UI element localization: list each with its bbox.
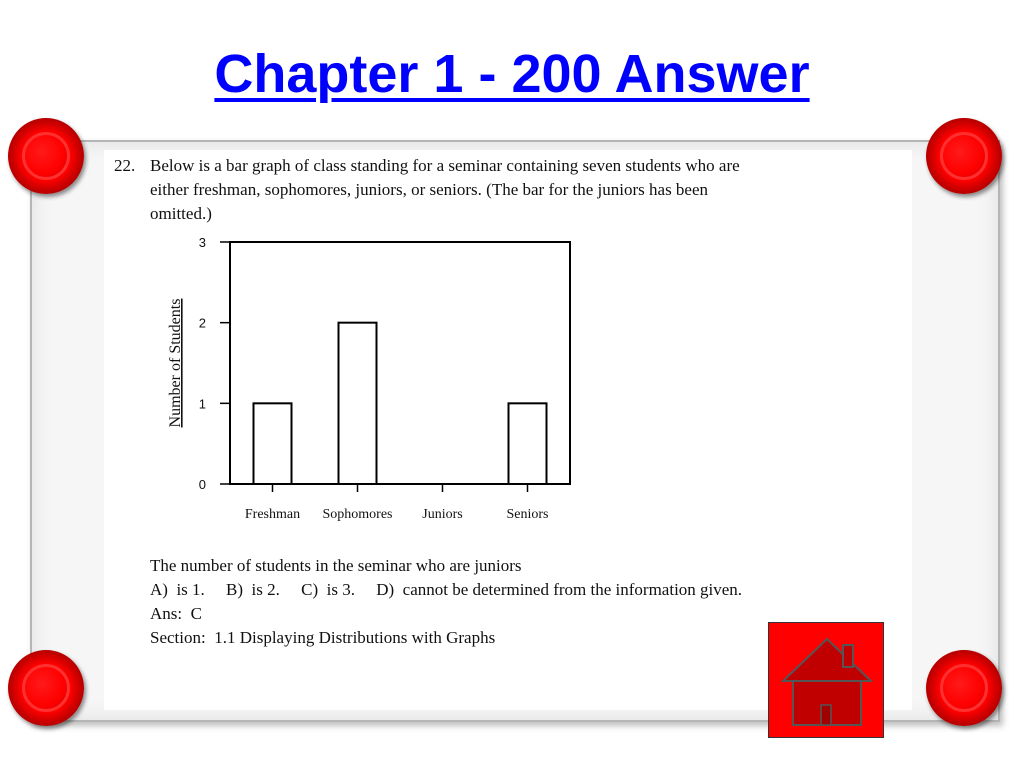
question-text xyxy=(150,154,910,226)
x-tick-label: Seniors xyxy=(506,507,549,522)
bar-seniors xyxy=(509,403,547,484)
bar-chart xyxy=(150,232,590,532)
question-line: Below is a bar graph of class standing for a seminar containing seven students who are xyxy=(150,156,740,175)
y-tick-label: 1 xyxy=(198,396,206,412)
y-tick-label: 2 xyxy=(198,315,206,331)
y-tick-label: 0 xyxy=(198,477,206,492)
y-tick-label: 3 xyxy=(198,235,206,250)
question-number: 22. xyxy=(114,156,136,175)
corner-ornament-top-right xyxy=(926,118,1002,194)
slide-title: Chapter 1 - 200 Answer xyxy=(214,44,810,104)
bar-freshman xyxy=(254,403,292,484)
home-icon xyxy=(769,623,885,739)
question-line: omitted.) xyxy=(150,204,212,223)
question-prompt: The number of students in the seminar who are juniors xyxy=(150,556,522,575)
section-reference: Section: 1.1 Displaying Distributions with Graphs xyxy=(150,628,496,647)
answer-choices: A) is 1. B) is 2. C) is 3. D) cannot be determined from the information given. xyxy=(150,580,743,599)
answer: Ans: C xyxy=(150,604,202,623)
x-tick-label: Sophomores xyxy=(322,507,393,522)
question-line: either freshman, sophomores, juniors, or seniors. (The bar for the juniors has been xyxy=(150,180,709,199)
corner-ornament-bottom-right xyxy=(926,650,1002,726)
corner-ornament-bottom-left xyxy=(8,650,84,726)
corner-ornament-top-left xyxy=(8,118,84,194)
home-button[interactable] xyxy=(768,622,884,738)
y-axis-label: Number of Students xyxy=(167,298,184,428)
x-tick-label: Juniors xyxy=(422,507,463,522)
question-followup xyxy=(150,554,742,650)
bar-sophomores xyxy=(339,323,377,484)
x-tick-label: Freshman xyxy=(244,507,301,522)
